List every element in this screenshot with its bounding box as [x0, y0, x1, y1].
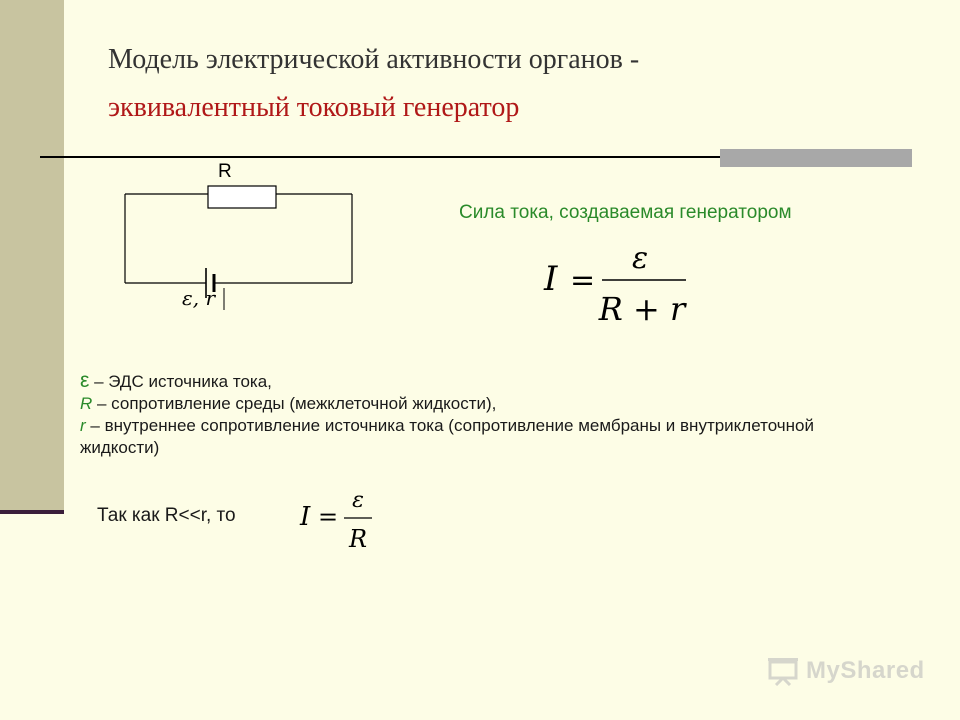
legend-symbol-emf: ε: [80, 369, 90, 392]
conclusion-text: Так как R<<r, то: [97, 505, 236, 526]
formula-current: [540, 240, 700, 330]
formula-small-denominator: R: [348, 525, 368, 553]
legend-row-medium: [80, 393, 870, 415]
slide-title-line1: Модель электрической активности органов -: [108, 44, 640, 75]
legend-text-medium: – сопротивление среды (межклеточной жидкости),: [92, 394, 497, 413]
current-caption: Сила тока, создаваемая генератором: [459, 202, 792, 223]
formula-small-equals: =: [318, 503, 339, 531]
formula-simplified: [298, 485, 388, 555]
legend-text-internal: – внутреннее сопротивление источника тока (сопротивление мембраны и внутриклеточной жидкости): [80, 416, 814, 457]
left-band-rule: [0, 510, 64, 514]
left-decorative-band: [0, 0, 64, 510]
formula-lhs: I: [544, 259, 558, 299]
legend-row-internal: [80, 415, 870, 459]
formula-equals: =: [570, 263, 596, 298]
symbol-legend: [80, 370, 870, 459]
formula-small-lhs: I: [300, 502, 311, 532]
formula-numerator: ε: [631, 241, 649, 276]
resistor-label: R: [218, 161, 232, 182]
formula-denominator: R + r: [598, 290, 686, 328]
formula-small-numerator: ε: [352, 488, 364, 513]
watermark-logo: [766, 656, 925, 686]
slide-title-line2: эквивалентный токовый генератор: [108, 92, 520, 123]
header-accent-bar: [720, 149, 912, 167]
circuit-diagram: [110, 150, 370, 320]
logo-text: MyShared: [806, 657, 925, 684]
source-label: ε, r: [182, 286, 216, 310]
legend-text-emf: – ЭДС источника тока,: [89, 372, 272, 391]
resistor-symbol: [208, 186, 276, 208]
legend-row-emf: [80, 370, 870, 393]
legend-symbol-medium: R: [80, 394, 93, 413]
projector-screen-icon: [766, 656, 800, 686]
legend-symbol-internal: r: [80, 416, 86, 435]
